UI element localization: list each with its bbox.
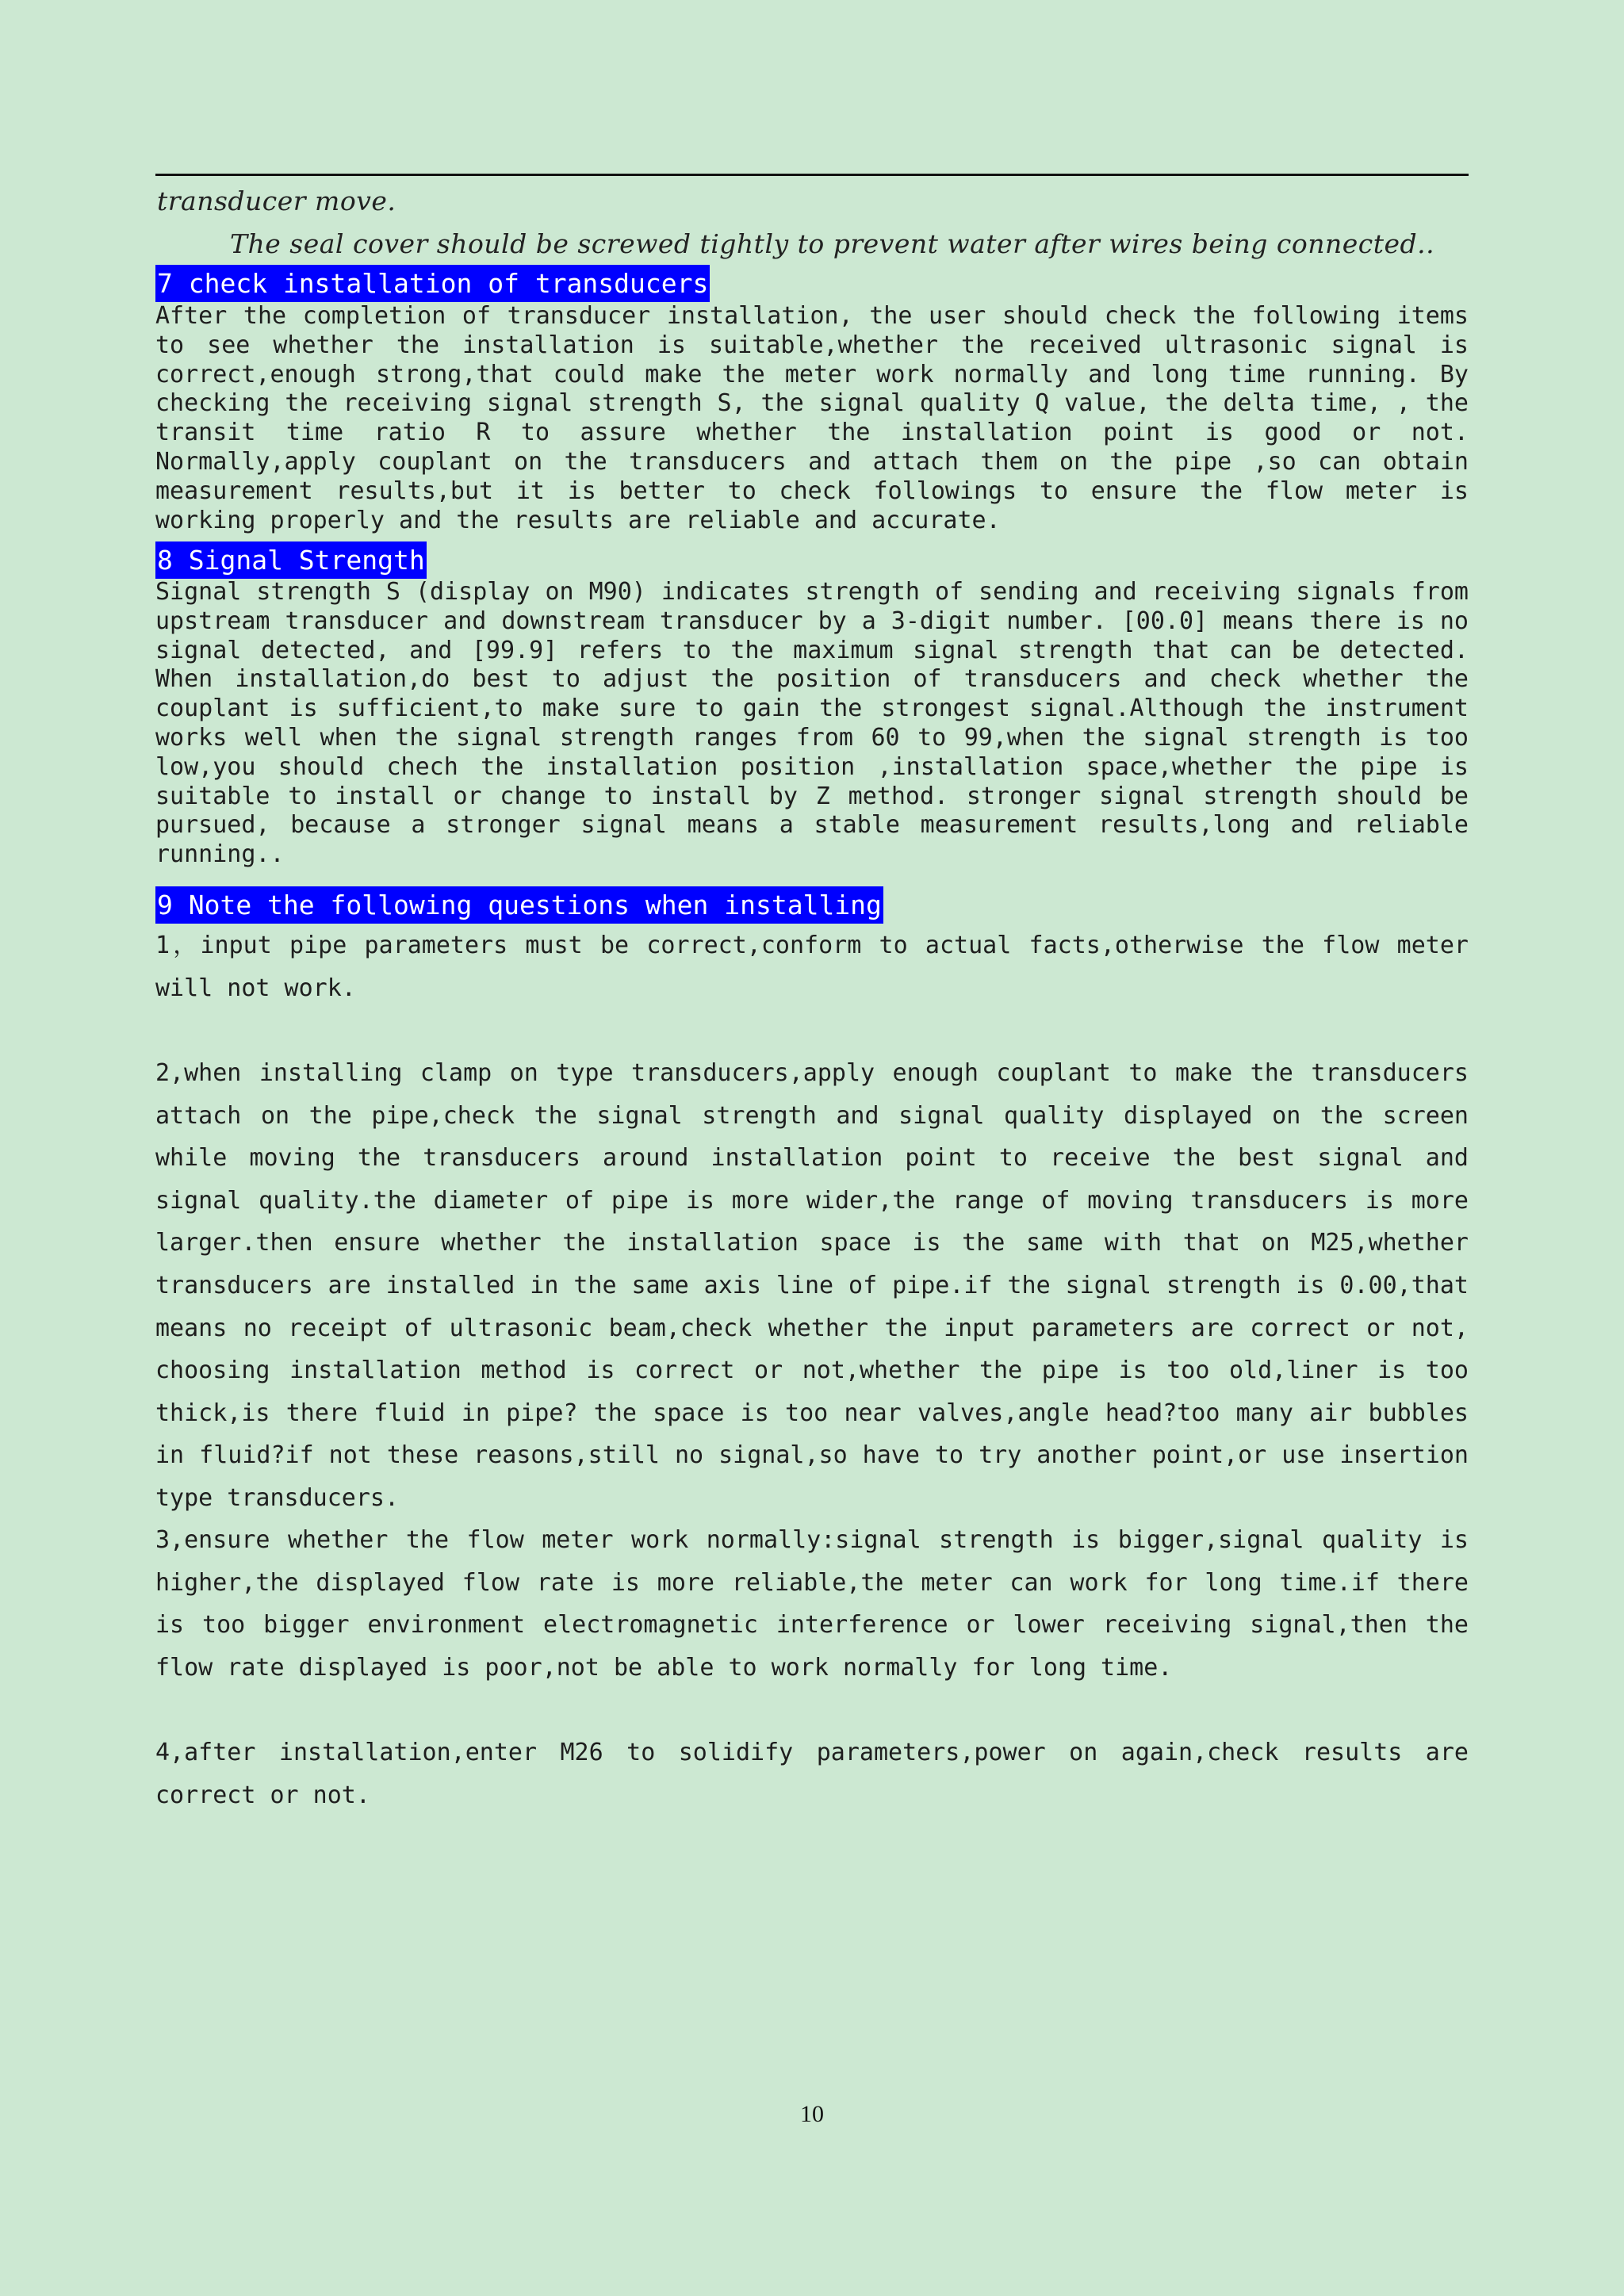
note-item-3: 3,ensure whether the flow meter work normally:signal strength is bigger,signal quality is higher,the displayed flow rate is more reliable,the meter can work for long time.if there is too bigger environment electromagnetic interference or lower receiving signal,then the flow rate displayed is poor,not be able to work normally for long time. xyxy=(155,1526,1469,1682)
section-7-paragraph: After the completion of transducer installation, the user should check the following items to see whether the installation is suitable,whether the received ultrasonic signal is correct,enough strong,that could make the meter work normally and long time running. By checking the receiving signal strength S, the signal quality Q value, the delta time, , the transit time ratio R to assure whether the installation point is good or not. Normally,apply couplant on the transducers and attach them on the pipe ,so can obtain measurement results,but it is better to check followings to ensure the flow meter is working properly and the results are reliable and accurate. xyxy=(155,302,1469,534)
note-item-2: 2,when installing clamp on type transducers,apply enough couplant to make the transducers attach on the pipe,check the signal strength and signal quality displayed on the screen while moving the transducers around installation point to receive the best signal and signal quality.the diameter of pipe is more wider,the range of moving transducers is more larger.then ensure whether the installation space is the same with that on M25,whether transducers are installed in the same axis line of pipe.if the signal strength is 0.00,that means no receipt of ultrasonic beam,check whether the input parameters are correct or not, choosing installation method is correct or not,whether the pipe is too old,liner is too thick,is there fluid in pipe? the space is too near valves,angle head?too many air bubbles in fluid?if not these reasons,still no signal,so have to try another point,or use insertion type transducers. xyxy=(155,1059,1469,1512)
continuation-text: transducer move. xyxy=(157,186,396,216)
section-7-heading: 7 check installation of transducers xyxy=(155,265,710,302)
section-8-paragraph: Signal strength S (display on M90) indicates strength of sending and receiving signals from upstream transducer and downstream transducer by a 3-digit number. [00.0] means there is no signal detected, and [99.9] refers to the maximum signal strength that can be detected. When installation,do best to adjust the position of transducers and check whether the couplant is sufficient,to make sure to gain the strongest signal.Although the instrument works well when the signal strength ranges from 60 to 99,when the signal strength is too low,you should chech the installation position ,installation space,whether the pipe is suitable to install or change to install by Z method. stronger signal strength should be pursued, because a stronger signal means a stable measurement results,long and reliable running.. xyxy=(155,578,1469,869)
seal-note: The seal cover should be screwed tightly to prevent water after wires being connected.. xyxy=(230,228,1435,259)
section-8-heading: 8 Signal Strength xyxy=(155,541,427,579)
section-9-heading: 9 Note the following questions when installing xyxy=(155,886,883,924)
note-item-4: 4,after installation,enter M26 to solidify parameters,power on again,check results are correct or not. xyxy=(155,1739,1469,1809)
note-item-1: 1，input pipe parameters must be correct,conform to actual facts,otherwise the flow meter will not work. xyxy=(155,932,1469,1002)
page-number: 10 xyxy=(800,2101,824,2127)
header-rule xyxy=(155,174,1469,176)
